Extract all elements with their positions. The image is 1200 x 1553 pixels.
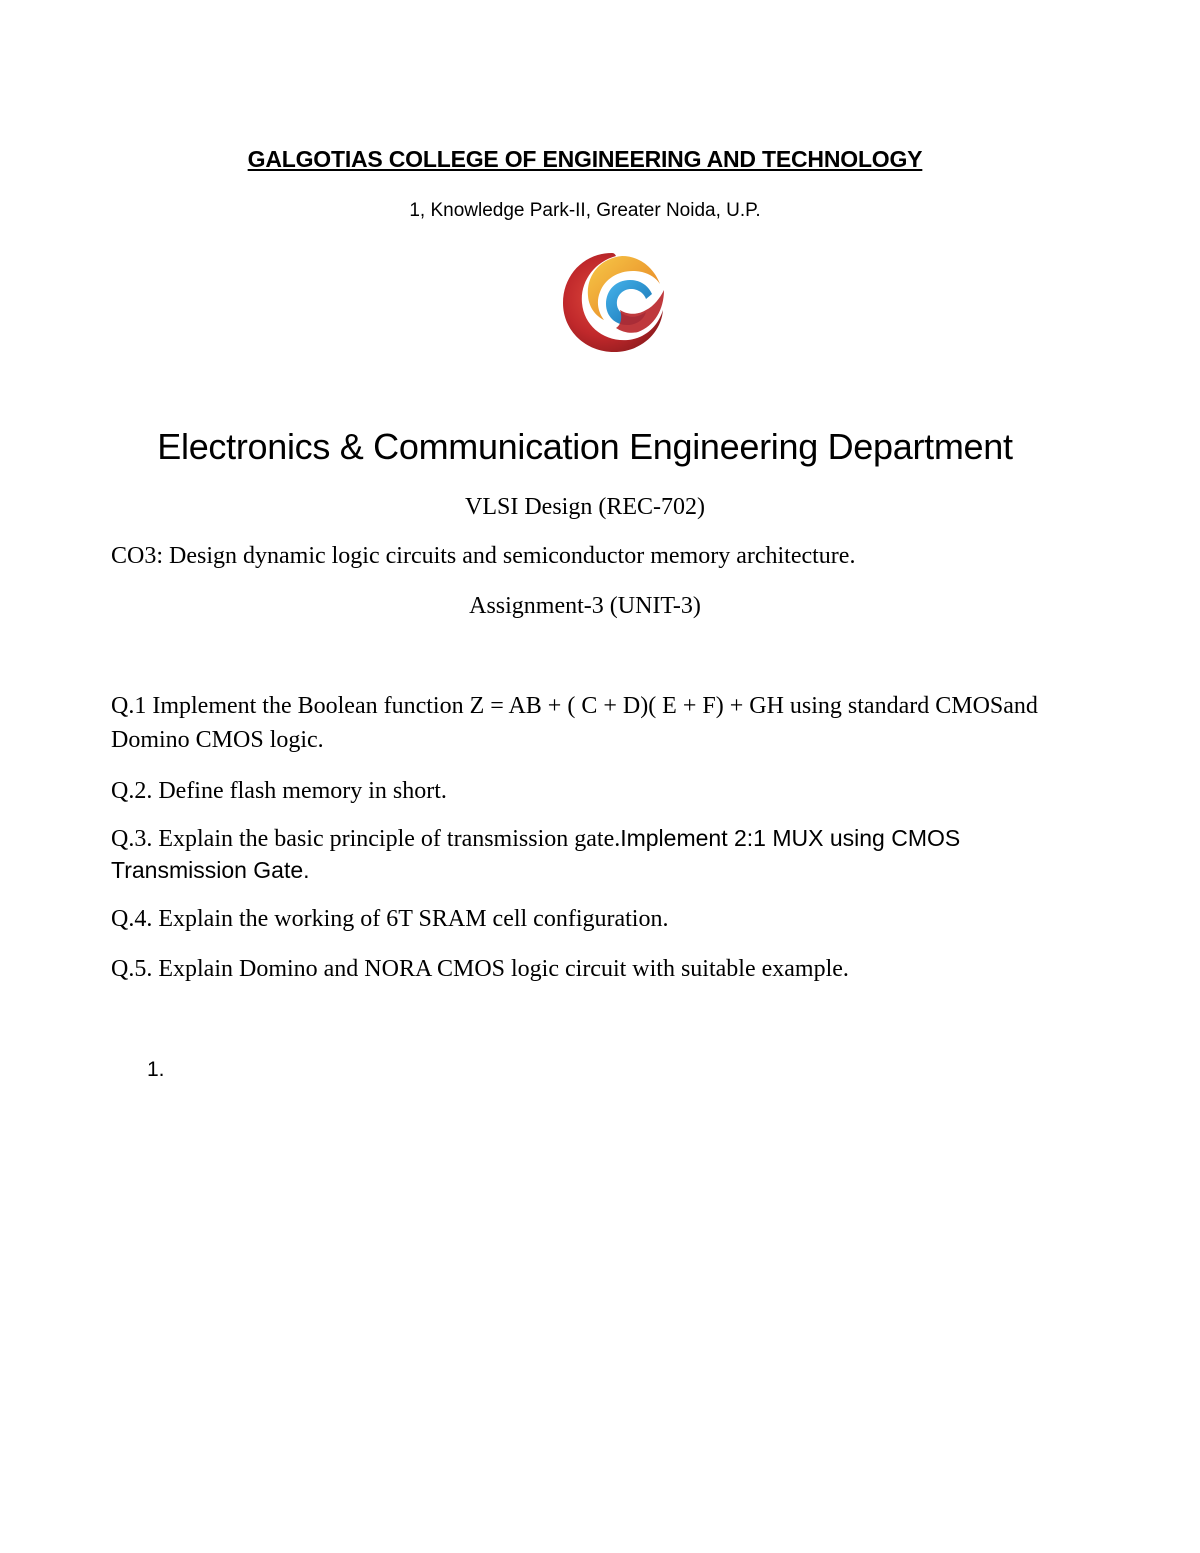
question-2: Q.2. Define flash memory in short. <box>111 778 447 804</box>
assignment-title: Assignment-3 (UNIT-3) <box>469 593 701 619</box>
question-1: Q.1 Implement the Boolean function Z = AB + ( C + D)( E + F) + GH using standard CMOSand Domino CMOS logic. <box>111 693 1038 753</box>
list-item-marker: 1. <box>147 1058 165 1081</box>
question-3-text: Q.3. Explain the basic principle of transmission gate. <box>111 826 621 852</box>
galgotias-g-logo-icon <box>560 250 666 354</box>
department-title: Electronics & Communication Engineering Department <box>157 426 1013 467</box>
course-outcome: CO3: Design dynamic logic circuits and semiconductor memory architecture. <box>111 543 856 569</box>
college-name: GALGOTIAS COLLEGE OF ENGINEERING AND TECHNOLOGY <box>247 146 923 172</box>
question-5: Q.5. Explain Domino and NORA CMOS logic circuit with suitable example. <box>111 956 849 982</box>
course-title: VLSI Design (REC-702) <box>465 494 705 520</box>
question-4: Q.4. Explain the working of 6T SRAM cell configuration. <box>111 906 669 932</box>
question-3 <box>111 823 1071 887</box>
college-address: 1, Knowledge Park-II, Greater Noida, U.P. <box>409 200 761 221</box>
question-3-text-continued: Implement 2:1 MUX using CMOS Transmission Gate. <box>111 825 961 883</box>
